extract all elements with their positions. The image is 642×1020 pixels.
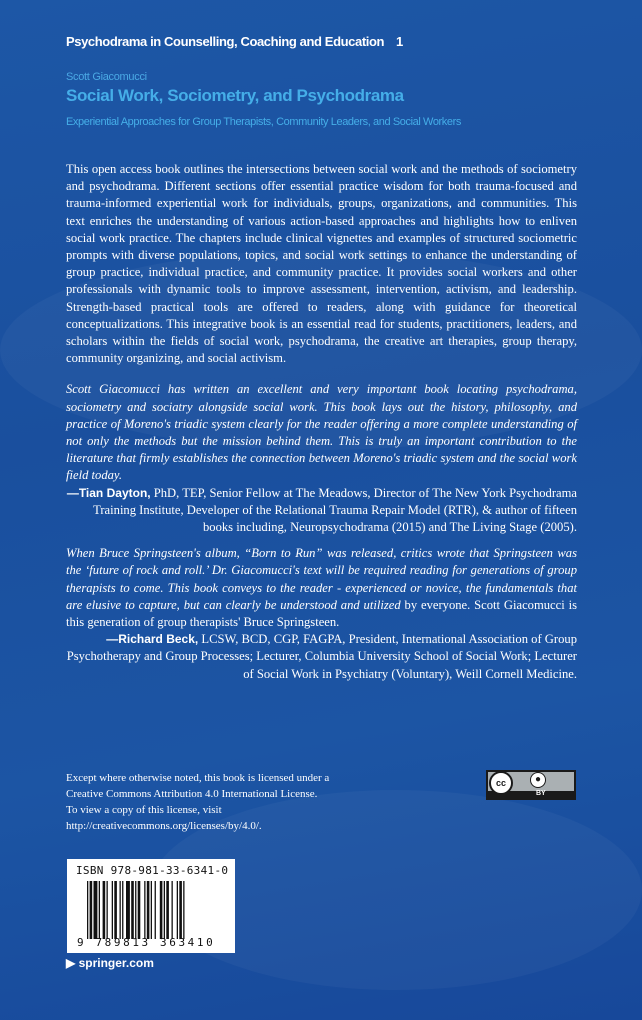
series-volume: 1 — [396, 34, 403, 49]
back-cover-text — [66, 161, 577, 683]
endorsement-quote — [66, 545, 577, 631]
endorser-credentials: LCSW, BCD, CGP, FAGPA, President, International Association of Group Psychotherapy and Group Processes; Lecturer, Columbia University School of Social Work; Lecturer of Social Work in Psychiatry (Voluntary), Weill Cornell Medicine. — [66, 632, 577, 681]
barcode-bar — [126, 881, 130, 939]
barcode-bar — [179, 881, 182, 939]
endorser-name: —Richard Beck, — [106, 632, 199, 647]
barcode-bar — [99, 881, 100, 939]
license-line: To view a copy of this license, visit — [66, 804, 222, 816]
endorsement-attribution — [66, 485, 577, 537]
endorser-credentials: PhD, TEP, Senior Fellow at The Meadows, Director of The New York Psychodrama Training Institute, Developer of the Relational Trauma Repair Model (RTR), & author of fifteen books including, Neuropsychodrama (2015) and The Living Stage (2005). — [93, 485, 577, 535]
isbn-barcode — [67, 859, 235, 953]
by-label: BY — [536, 790, 546, 797]
barcode-bar — [164, 881, 165, 939]
barcode-bar — [151, 881, 152, 939]
endorsement-attribution — [66, 631, 577, 683]
barcode-bar — [155, 881, 156, 939]
barcode-bar — [177, 881, 178, 939]
barcode-bar — [90, 881, 93, 939]
barcode-bar — [135, 881, 136, 939]
license-line: Except where otherwise noted, this book is licensed under a — [66, 772, 330, 784]
barcode-bar — [114, 881, 117, 939]
barcode-bar — [103, 881, 106, 939]
author-name: Scott Giacomucci — [66, 71, 147, 83]
barcode-bar — [144, 881, 145, 939]
barcode-bar — [160, 881, 163, 939]
isbn-text: ISBN 978-981-33-6341-0 — [76, 864, 229, 877]
blurb: This open access book outlines the intersections between social work and the methods of sociometry and psychodrama. Different sections offer essential practice wisdom for both trauma-focused and trauma-informed experiential work for individuals, groups, organizations, and communities. This text enriches the understanding of various action-based approaches and highlights how to enliven social work practice. The chapters include clinical vignettes and examples of structured sociometric prompts with diverse populations, topics, and social work settings to enhance the understanding of group practice, individual practice, and community practice. It provides social workers and other professionals with dynamic tools to improve assessment, intervention, activism, and leadership. Strength-based practical tools are offered to readers, along with guidance for theoretical conceptualizations. This integrative book is an essential read for students, practitioners, leaders, and scholars within the fields of social work, psychodrama, the creative art therapies, group therapy, community organizing, and social activism. — [66, 162, 577, 366]
cc-by-badge — [486, 770, 576, 800]
website-label: springer.com — [78, 956, 154, 970]
play-arrow-icon: ▶ — [66, 956, 79, 970]
barcode-digits: 9 789813 363410 — [77, 936, 216, 949]
barcode-bar — [131, 881, 134, 939]
barcode-bar — [112, 881, 113, 939]
barcode-bar — [94, 881, 98, 939]
quote-italic: When Bruce Springsteen's album, “Born to Run” was released, critics wrote that Springsteen was the ‘future of rock and roll.’ Dr. Giacomucci's text will be required reading for generations of group therapists to come. This book conveys to the reader - experienced or novice, the fundamentals that are elusive to capture, but can clearly be understood and utilized — [66, 546, 577, 612]
barcode-bar — [172, 881, 173, 939]
barcode-bar — [120, 881, 121, 939]
springer-link[interactable] — [66, 956, 154, 970]
quote-tail: by everyone. Scott Giacomucci is this generation of group therapists' Bruce Springsteen. — [66, 597, 577, 630]
cc-icon: cc — [489, 771, 513, 795]
barcode-bar — [122, 881, 123, 939]
series-title — [66, 34, 403, 49]
license-url[interactable]: http://creativecommons.org/licenses/by/4.0/. — [66, 820, 262, 832]
endorser-name: —Tian Dayton, — [66, 485, 151, 500]
license-line: Creative Commons Attribution 4.0 International License. — [66, 788, 318, 800]
barcode-bar — [138, 881, 141, 939]
endorsement-quote: Scott Giacomucci has written an excellent and very important book locating psychodrama, sociometry and sociatry alongside social work. This book lays out the history, philosophy, and practice of Moreno's triadic system clearly for the reader offering a more complete understanding of not only the methods but the mission behind them. This is truly an important contribution to the literature that firmly establishes the connection between Moreno's triadic system and the social work field today. — [66, 382, 577, 483]
attribution-person-icon: ● — [530, 772, 546, 788]
license-notice — [66, 770, 386, 834]
barcode-bar — [147, 881, 150, 939]
barcode-bar — [166, 881, 169, 939]
book-subtitle: Experiential Approaches for Group Therapists, Community Leaders, and Social Workers — [66, 116, 461, 128]
barcode-bar — [183, 881, 184, 939]
barcode-bar — [107, 881, 108, 939]
barcode-bar — [87, 881, 88, 939]
series-name: Psychodrama in Counselling, Coaching and Education — [66, 34, 385, 49]
book-title: Social Work, Sociometry, and Psychodrama — [66, 86, 404, 105]
